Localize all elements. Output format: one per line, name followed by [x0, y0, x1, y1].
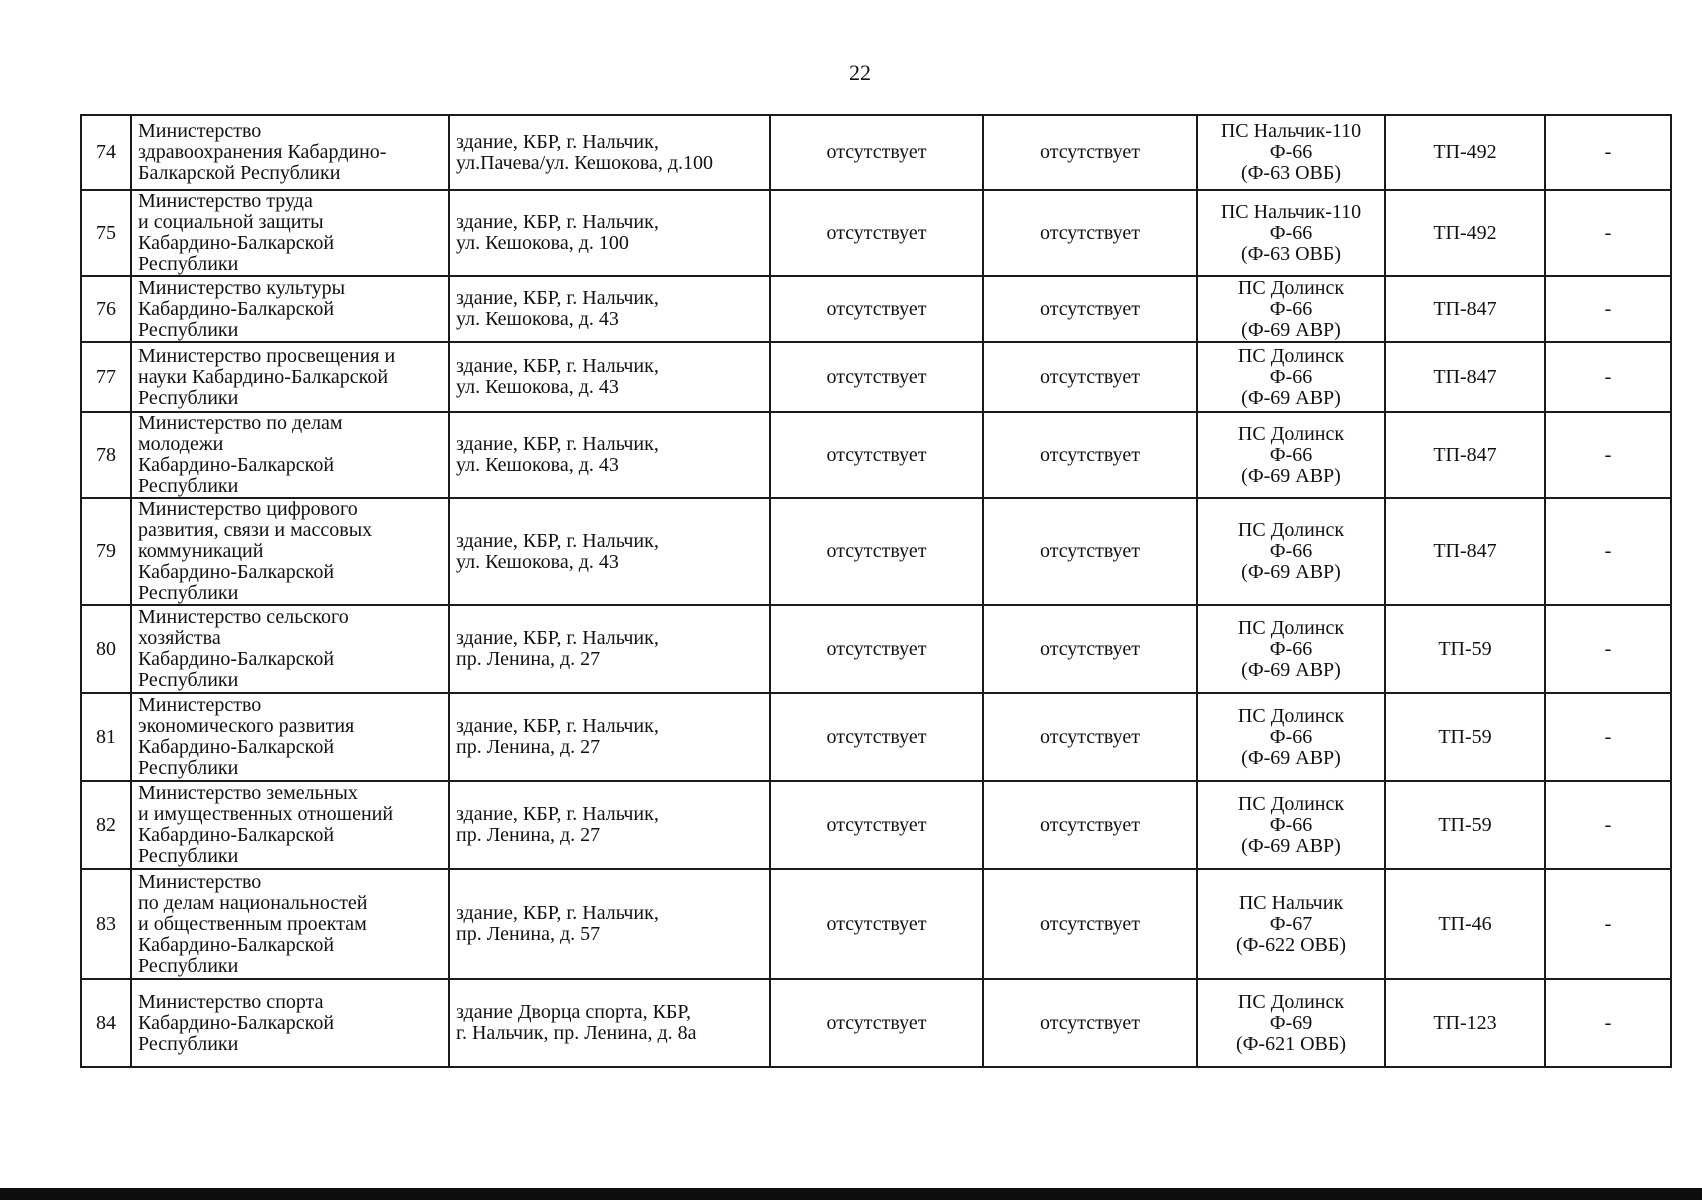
row-number-cell: 83 [81, 869, 131, 979]
note-cell: - [1545, 190, 1671, 276]
row-number-cell: 79 [81, 498, 131, 605]
note-cell: - [1545, 605, 1671, 693]
substation-cell: ПС Долинск Ф-66 (Ф-69 АВР) [1197, 412, 1385, 498]
transformer-cell: ТП-59 [1385, 693, 1545, 781]
note-cell: - [1545, 342, 1671, 412]
organization-cell: Министерство культуры Кабардино-Балкарской Республики [131, 276, 449, 342]
transformer-cell: ТП-847 [1385, 412, 1545, 498]
row-number-cell: 75 [81, 190, 131, 276]
note-cell: - [1545, 781, 1671, 869]
organization-cell: Министерство земельных и имущественных отношений Кабардино-Балкарской Республики [131, 781, 449, 869]
status-cell-1: отсутствует [770, 605, 983, 693]
substation-cell: ПС Долинск Ф-66 (Ф-69 АВР) [1197, 781, 1385, 869]
transformer-cell: ТП-46 [1385, 869, 1545, 979]
transformer-cell: ТП-847 [1385, 342, 1545, 412]
table-body [81, 115, 1671, 1067]
status-cell-1: отсутствует [770, 693, 983, 781]
page-number: 22 [849, 60, 871, 85]
substation-cell: ПС Нальчик-110 Ф-66 (Ф-63 ОВБ) [1197, 190, 1385, 276]
status-cell-1: отсутствует [770, 342, 983, 412]
row-number-cell: 82 [81, 781, 131, 869]
organization-cell: Министерство по делам молодежи Кабардино-Балкарской Республики [131, 412, 449, 498]
table-row [81, 869, 1671, 979]
note-cell: - [1545, 979, 1671, 1067]
transformer-cell: ТП-847 [1385, 276, 1545, 342]
status-cell-1: отсутствует [770, 190, 983, 276]
organization-cell: Министерство по делам национальностей и общественным проектам Кабардино-Балкарской Республики [131, 869, 449, 979]
row-number-cell: 78 [81, 412, 131, 498]
note-cell: - [1545, 412, 1671, 498]
row-number-cell: 76 [81, 276, 131, 342]
status-cell-1: отсутствует [770, 781, 983, 869]
row-number-cell: 77 [81, 342, 131, 412]
status-cell-1: отсутствует [770, 979, 983, 1067]
status-cell-2: отсутствует [983, 115, 1197, 190]
status-cell-2: отсутствует [983, 693, 1197, 781]
organization-cell: Министерство спорта Кабардино-Балкарской Республики [131, 979, 449, 1067]
substation-cell: ПС Долинск Ф-66 (Ф-69 АВР) [1197, 498, 1385, 605]
organization-cell: Министерство экономического развития Кабардино-Балкарской Республики [131, 693, 449, 781]
status-cell-1: отсутствует [770, 498, 983, 605]
transformer-cell: ТП-847 [1385, 498, 1545, 605]
table-row [81, 276, 1671, 342]
address-cell: здание, КБР, г. Нальчик, ул.Пачева/ул. Кешокова, д.100 [449, 115, 770, 190]
status-cell-2: отсутствует [983, 342, 1197, 412]
table-row [81, 190, 1671, 276]
status-cell-2: отсутствует [983, 412, 1197, 498]
row-number-cell: 84 [81, 979, 131, 1067]
organization-cell: Министерство просвещения и науки Кабардино-Балкарской Республики [131, 342, 449, 412]
substation-cell: ПС Долинск Ф-66 (Ф-69 АВР) [1197, 276, 1385, 342]
transformer-cell: ТП-59 [1385, 605, 1545, 693]
address-cell: здание, КБР, г. Нальчик, пр. Ленина, д. 27 [449, 781, 770, 869]
substation-cell: ПС Долинск Ф-66 (Ф-69 АВР) [1197, 605, 1385, 693]
address-cell: здание Дворца спорта, КБР, г. Нальчик, пр. Ленина, д. 8а [449, 979, 770, 1067]
address-cell: здание, КБР, г. Нальчик, ул. Кешокова, д. 43 [449, 276, 770, 342]
table-row [81, 498, 1671, 605]
scan-edge-bar [0, 1188, 1702, 1200]
substation-cell: ПС Нальчик Ф-67 (Ф-622 ОВБ) [1197, 869, 1385, 979]
organization-cell: Министерство сельского хозяйства Кабардино-Балкарской Республики [131, 605, 449, 693]
transformer-cell: ТП-123 [1385, 979, 1545, 1067]
note-cell: - [1545, 498, 1671, 605]
note-cell: - [1545, 276, 1671, 342]
status-cell-2: отсутствует [983, 605, 1197, 693]
table-row [81, 781, 1671, 869]
table-row [81, 693, 1671, 781]
note-cell: - [1545, 693, 1671, 781]
status-cell-1: отсутствует [770, 115, 983, 190]
transformer-cell: ТП-492 [1385, 115, 1545, 190]
substation-cell: ПС Долинск Ф-66 (Ф-69 АВР) [1197, 693, 1385, 781]
status-cell-2: отсутствует [983, 498, 1197, 605]
address-cell: здание, КБР, г. Нальчик, пр. Ленина, д. 27 [449, 605, 770, 693]
substation-cell: ПС Нальчик-110 Ф-66 (Ф-63 ОВБ) [1197, 115, 1385, 190]
substation-cell: ПС Долинск Ф-69 (Ф-621 ОВБ) [1197, 979, 1385, 1067]
transformer-cell: ТП-59 [1385, 781, 1545, 869]
status-cell-1: отсутствует [770, 869, 983, 979]
address-cell: здание, КБР, г. Нальчик, ул. Кешокова, д. 43 [449, 498, 770, 605]
transformer-cell: ТП-492 [1385, 190, 1545, 276]
table-row [81, 115, 1671, 190]
table-row [81, 605, 1671, 693]
address-cell: здание, КБР, г. Нальчик, ул. Кешокова, д. 100 [449, 190, 770, 276]
status-cell-1: отсутствует [770, 276, 983, 342]
table-row [81, 342, 1671, 412]
organization-cell: Министерство здравоохранения Кабардино- Балкарской Республики [131, 115, 449, 190]
table-row [81, 412, 1671, 498]
status-cell-1: отсутствует [770, 412, 983, 498]
substation-cell: ПС Долинск Ф-66 (Ф-69 АВР) [1197, 342, 1385, 412]
row-number-cell: 81 [81, 693, 131, 781]
note-cell: - [1545, 869, 1671, 979]
facilities-table [80, 114, 1672, 1068]
note-cell: - [1545, 115, 1671, 190]
address-cell: здание, КБР, г. Нальчик, ул. Кешокова, д. 43 [449, 412, 770, 498]
status-cell-2: отсутствует [983, 979, 1197, 1067]
row-number-cell: 74 [81, 115, 131, 190]
status-cell-2: отсутствует [983, 781, 1197, 869]
status-cell-2: отсутствует [983, 190, 1197, 276]
address-cell: здание, КБР, г. Нальчик, пр. Ленина, д. 57 [449, 869, 770, 979]
status-cell-2: отсутствует [983, 276, 1197, 342]
organization-cell: Министерство цифрового развития, связи и массовых коммуникаций Кабардино-Балкарской Республики [131, 498, 449, 605]
status-cell-2: отсутствует [983, 869, 1197, 979]
address-cell: здание, КБР, г. Нальчик, пр. Ленина, д. 27 [449, 693, 770, 781]
row-number-cell: 80 [81, 605, 131, 693]
table-row [81, 979, 1671, 1067]
address-cell: здание, КБР, г. Нальчик, ул. Кешокова, д. 43 [449, 342, 770, 412]
organization-cell: Министерство труда и социальной защиты Кабардино-Балкарской Республики [131, 190, 449, 276]
